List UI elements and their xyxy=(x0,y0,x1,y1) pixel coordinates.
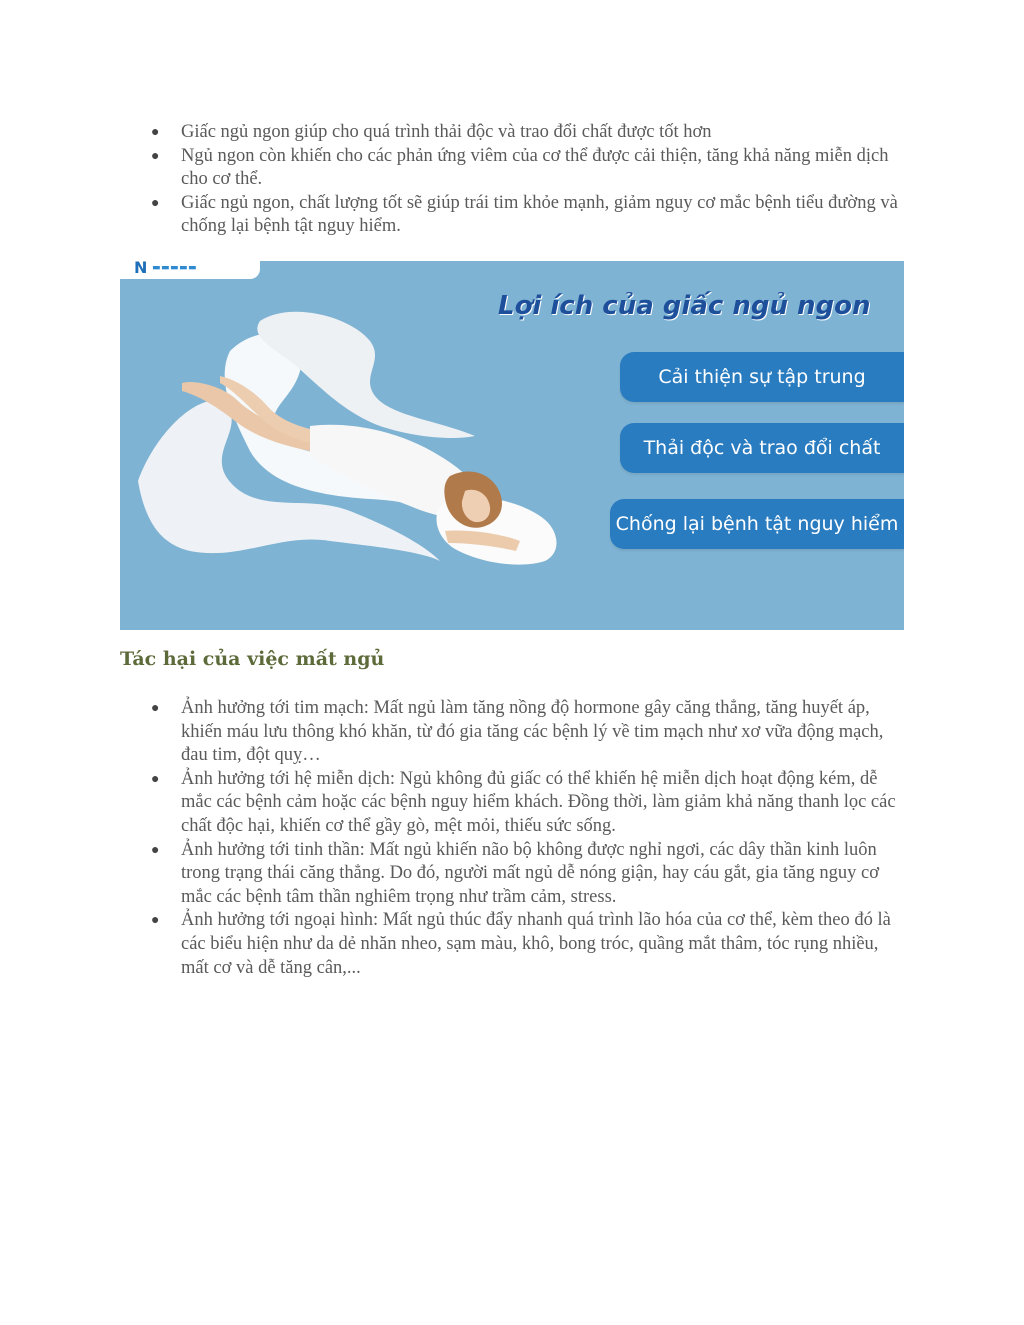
list-item xyxy=(120,909,910,980)
list-item xyxy=(120,697,910,768)
section-heading: Tác hại của việc mất ngủ xyxy=(120,648,385,670)
logo-wordmark-graphic: ▬▬▬▬▬ xyxy=(152,263,198,273)
benefits-list xyxy=(120,121,910,239)
benefit-pill: Chống lại bệnh tật nguy hiểm xyxy=(610,499,904,549)
list-item-text: Ngủ ngon còn khiến cho các phản ứng viêm của cơ thể được cải thiện, tăng khả năng miễn dịch cho cơ thể. xyxy=(181,145,889,190)
list-item-text: Ảnh hưởng tới tinh thần: Mất ngủ khiến não bộ không được nghỉ ngơi, các dây thần kinh luôn trong trạng thái căng thẳng. Do đó, người mất ngủ dễ nóng giận, hay cáu gắt, gia tăng nguy cơ mắc các bệnh tâm thần nghiêm trọng như trầm cảm, stress. xyxy=(181,839,879,907)
logo-n-icon: N xyxy=(134,261,148,277)
bullet-icon: ● xyxy=(151,195,160,211)
benefits-banner-image xyxy=(120,261,904,630)
harms-list xyxy=(120,697,910,980)
bullet-icon: ● xyxy=(151,125,160,140)
list-item xyxy=(120,145,910,192)
list-item xyxy=(120,839,910,910)
bullet-icon: ● xyxy=(151,701,160,716)
bullet-icon: ● xyxy=(151,148,160,164)
banner-title: Lợi ích của giấc ngủ ngon xyxy=(498,291,871,321)
list-item-text: Ảnh hưởng tới ngoại hình: Mất ngủ thúc đẩy nhanh quá trình lão hóa của cơ thể, kèm theo đó là các biểu hiện như da dẻ nhăn nheo, sạm màu, khô, bong tróc, quầng mắt thâm, tóc rụng nhiều, mất cơ và dễ tăng cân,... xyxy=(181,910,891,978)
benefit-pill: Cải thiện sự tập trung xyxy=(620,352,904,402)
bullet-icon: ● xyxy=(151,771,160,787)
list-item xyxy=(120,768,910,839)
site-logo xyxy=(120,261,260,279)
list-item xyxy=(120,121,910,145)
bullet-icon: ● xyxy=(151,913,160,929)
list-item-text: Ảnh hưởng tới tim mạch: Mất ngủ làm tăng nồng độ hormone gây căng thẳng, tăng huyết áp, khiến máu lưu thông khó khăn, từ đó gia tăng các bệnh lý về tim mạch như xơ vữa động mạch, đau tim, đột quỵ… xyxy=(181,698,884,766)
list-item-text: Ảnh hưởng tới hệ miễn dịch: Ngủ không đủ giấc có thể khiến hệ miễn dịch hoạt động kém, dễ mắc các bệnh cảm hoặc các bệnh nguy hiểm khách. Đồng thời, làm giảm khả năng thanh lọc các chất độc hại, khiến cơ thể gầy gò, mệt mỏi, thiếu sức sống. xyxy=(181,768,896,836)
bullet-icon: ● xyxy=(151,842,160,858)
list-item-text: Giấc ngủ ngon, chất lượng tốt sẽ giúp trái tim khỏe mạnh, giảm nguy cơ mắc bệnh tiểu đường và chống lại bệnh tật nguy hiểm. xyxy=(181,192,898,237)
list-item-text: Giấc ngủ ngon giúp cho quá trình thải độc và trao đổi chất được tốt hơn xyxy=(181,122,712,142)
benefit-pill: Thải độc và trao đổi chất xyxy=(620,423,904,473)
list-item xyxy=(120,192,910,239)
